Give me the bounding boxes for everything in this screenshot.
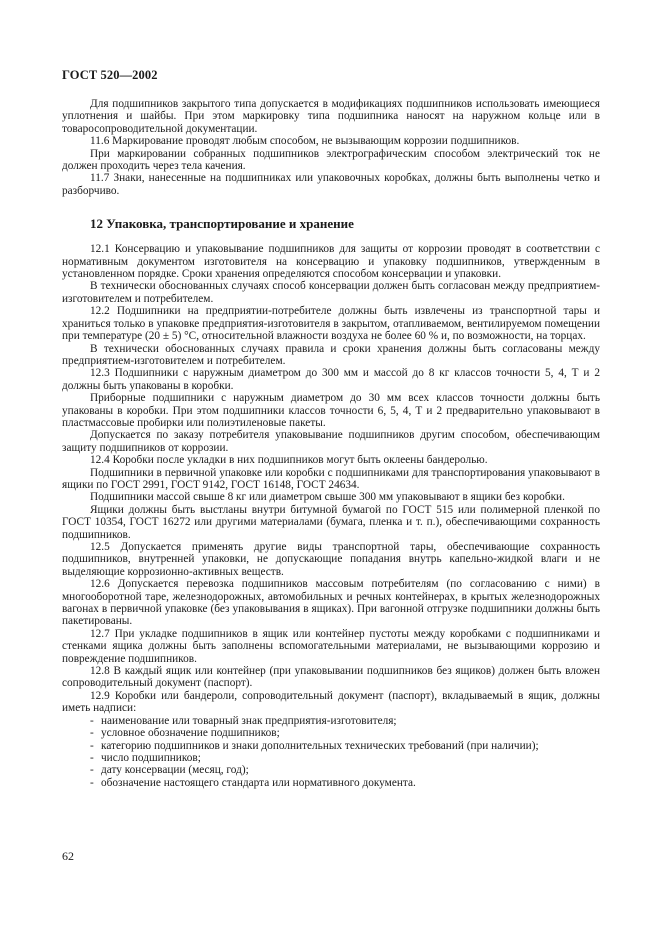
list-marker: -: [90, 751, 94, 764]
paragraph: Подшипники массой свыше 8 кг или диаметром свыше 300 мм упаковывают в ящики без коробки.: [90, 491, 565, 504]
paragraph: 12.5 Допускается применять другие виды транспортной тары, обеспечивающие сохранность подшипников, внутренней упаковки, не допускающие попадания внутрь капельно-жидкой влаги и не выделяющие коррозионно-активных веществ.: [62, 541, 600, 578]
paragraph: Приборные подшипники с наружным диаметром до 30 мм всех классов точности должны быть упакованы в коробки. При этом подшипники классов точности 6, 5, 4, Т и 2 предварительно упаковывают в пластмассовые пробирки или полиэтиленовые пакеты.: [62, 392, 600, 429]
paragraph: Подшипники в первичной упаковке или коробки с подшипниками для транспортирования упаковывают в ящики по ГОСТ 2991, ГОСТ 9142, ГОСТ 16148, ГОСТ 24634.: [62, 466, 600, 491]
list-item-text: условное обозначение подшипников;: [101, 727, 280, 740]
paragraph: Ящики должны быть выстланы внутри битумной бумагой по ГОСТ 515 или полимерной пленкой по ГОСТ 10354, ГОСТ 16272 или другими материалами (бумага, пленка и т. п.), обеспечивающими сохранность подшипников.: [62, 503, 600, 541]
paragraph: 12.1 Консервацию и упаковывание подшипников для защиты от коррозии проводят в соответствии с нормативным документом изготовителя на консервацию и упаковку подшипников, утвержденным в установленном порядке. Сроки хранения определяются способом консервации и упаковки.: [62, 243, 600, 281]
inscription-list: [62, 715, 600, 789]
list-marker: -: [90, 739, 94, 752]
list-item-text: наименование или товарный знак предприятия-изготовителя;: [101, 714, 397, 727]
paragraph: 12.6 Допускается перевозка подшипников массовым потребителям (по согласованию с ними) в многооборотной таре, железнодорожных, автомобильных и речных контейнерах, в крытых железнодорожных вагонах в первичной упаковке (без упаковывания в ящиках). При вагонной отгрузке подшипники должны быть пакетированы.: [62, 578, 600, 628]
page-number: 62: [62, 849, 74, 863]
document-body: [62, 98, 600, 789]
list-item-text: обозначение настоящего стандарта или нормативного документа.: [101, 776, 416, 789]
paragraph: В технически обоснованных случаях правила и сроки хранения должны быть согласованы между предприятием-изготовителем и потребителем.: [62, 342, 600, 367]
list-item: [62, 740, 600, 752]
list-marker: -: [90, 727, 94, 740]
paragraph: Для подшипников закрытого типа допускается в модификациях подшипников использовать имеющиеся уплотнения и шайбы. При этом маркировку типа подшипника наносят на наружном кольце или в товаросопроводительной документации.: [62, 98, 600, 135]
paragraph: 12.9 Коробки или бандероли, сопроводительный документ (паспорт), вкладываемый в ящик, должны иметь надписи:: [62, 689, 600, 715]
list-item: [62, 727, 600, 739]
paragraph: 12.2 Подшипники на предприятии-потребителе должны быть извлечены из транспортной тары и храниться только в упаковке предприятия-изготовителя в закрытом, отапливаемом, вентилируемом помещении при температуре (20 ± 5) °С, относительной влажности воздуха не более 60 % и, по возможности, на торцах.: [62, 305, 600, 343]
paragraph: 12.7 При укладке подшипников в ящик или контейнер пустоты между коробками с подшипниками и стенками ящика должны быть заполнены вспомогательными материалами, не вызывающими коррозию и повреждение подшипников.: [62, 627, 600, 665]
list-item-text: число подшипников;: [101, 751, 201, 764]
list-item: [62, 764, 600, 776]
list-item: [62, 715, 600, 727]
section-heading: 12 Упаковка, транспортирование и хранение: [90, 216, 354, 232]
list-item: [62, 777, 600, 789]
paragraph: 12.8 В каждый ящик или контейнер (при упаковывании подшипников без ящиков) должен быть вложен сопроводительный документ (паспорт).: [62, 665, 600, 690]
list-marker: -: [90, 714, 94, 727]
paragraph: В технически обоснованных случаях способ консервации должен быть согласован между предприятием-изготовителем и потребителем.: [62, 280, 600, 305]
paragraph: Допускается по заказу потребителя упаковывание подшипников другим способом, обеспечивающим защиту подшипников от коррозии.: [62, 429, 600, 454]
list-item: [62, 752, 600, 764]
paragraph: 11.7 Знаки, нанесенные на подшипниках или упаковочных коробках, должны быть выполнены четко и разборчиво.: [62, 172, 600, 197]
list-marker: -: [90, 776, 94, 789]
document-header: ГОСТ 520—2002: [62, 68, 158, 82]
list-item-text: категорию подшипников и знаки дополнительных технических требований (при наличии);: [101, 739, 539, 752]
paragraph: 11.6 Маркирование проводят любым способом, не вызывающим коррозии подшипников.: [90, 135, 520, 148]
list-item-text: дату консервации (месяц, год);: [101, 764, 249, 777]
paragraph: 12.3 Подшипники с наружным диаметром до 300 мм и массой до 8 кг классов точности 5, 4, Т и 2 должны быть упакованы в коробки.: [62, 367, 600, 392]
list-marker: -: [90, 764, 94, 777]
paragraph: 12.4 Коробки после укладки в них подшипников могут быть оклеены бандеролью.: [90, 454, 488, 467]
paragraph: При маркировании собранных подшипников электрографическим способом электрический ток не должен проходить через тела качения.: [62, 147, 600, 173]
